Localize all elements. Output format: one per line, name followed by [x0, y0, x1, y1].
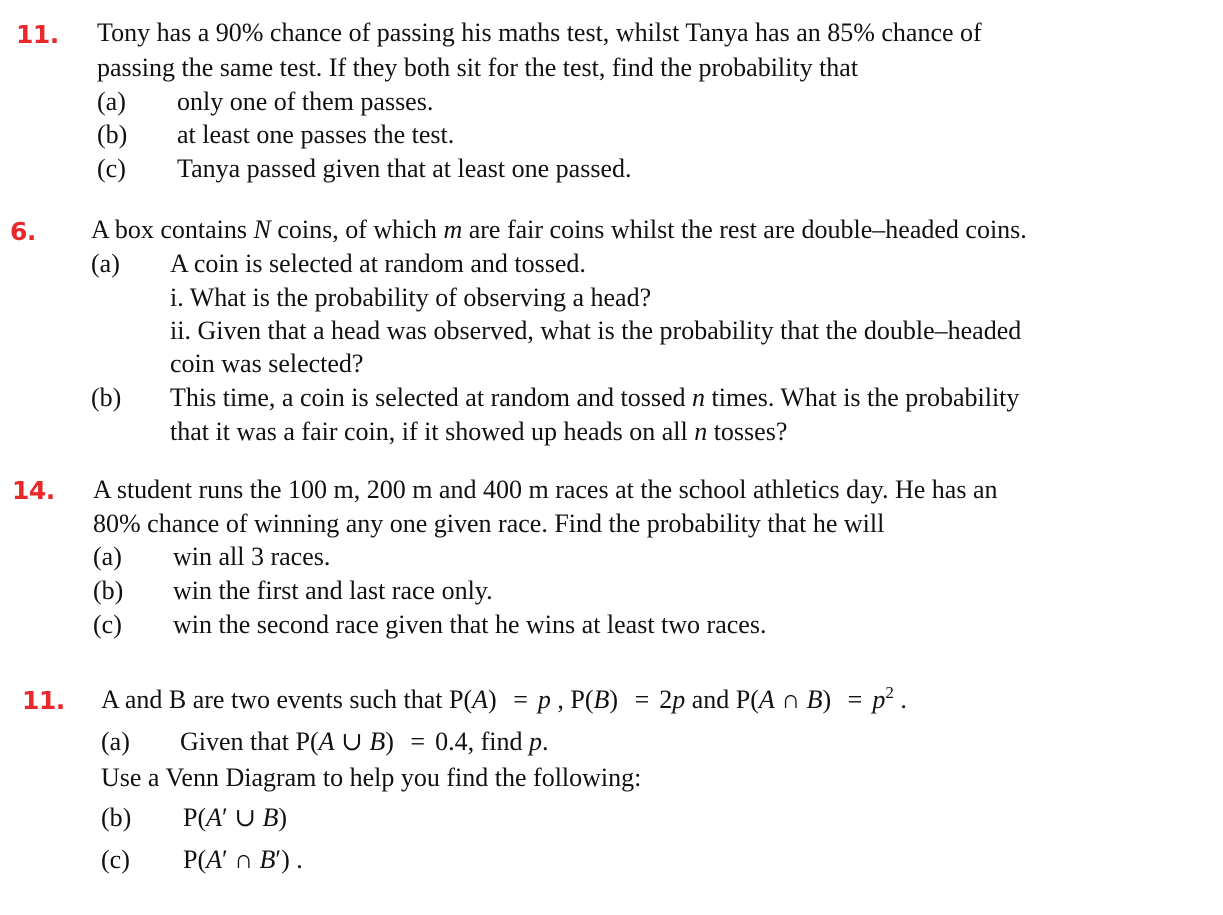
- part-label-c: (c): [101, 845, 130, 874]
- part-expression-c: [183, 843, 303, 877]
- event-B: B: [593, 685, 610, 714]
- variable-m: m: [443, 215, 463, 244]
- question-stem-line-2: 80% chance of winning any one given race. Find the probability that he will: [93, 509, 885, 538]
- part-label-b: (b): [93, 576, 124, 605]
- equals-sign: =: [410, 727, 426, 756]
- paren: ): [609, 685, 619, 714]
- question-stem-line-1: A student runs the 100 m, 200 m and 400 m races at the school athletics day. He has an: [93, 475, 998, 504]
- question-stem: [91, 213, 1027, 247]
- part-text-a: [180, 725, 548, 759]
- period: .: [296, 845, 303, 874]
- part-label-c: (c): [93, 610, 122, 639]
- period: .: [541, 727, 549, 756]
- stem-text: P(: [570, 685, 594, 714]
- event-A: A: [318, 727, 335, 756]
- period: .: [900, 685, 907, 714]
- question-stem-line-2: passing the same test. If they both sit for the test, find the probability that: [97, 53, 859, 82]
- part-text-b-line-2: [170, 415, 787, 449]
- exponent: 2: [885, 683, 894, 702]
- union-symbol: ∪: [341, 727, 363, 756]
- part-text: times. What is the probability: [711, 383, 1020, 412]
- paren: ): [281, 845, 290, 874]
- event-B: B: [806, 685, 823, 714]
- event-B: B: [262, 803, 279, 832]
- part-label-b: (b): [91, 383, 122, 412]
- part-text-a: win all 3 races.: [173, 542, 331, 571]
- subpart-ii-line-1: ii. Given that a head was observed, what is the probability that the double–headed: [170, 316, 1022, 345]
- part-text-c: win the second race given that he wins at least two races.: [173, 610, 767, 639]
- paren: ): [278, 803, 288, 832]
- variable-p: p: [872, 685, 886, 714]
- part-text: Given that P(: [180, 727, 319, 756]
- prime: ′: [222, 845, 228, 874]
- prime: ′: [222, 803, 228, 832]
- variable-p: p: [528, 727, 542, 756]
- p-open: P(: [183, 845, 207, 874]
- comma: ,: [557, 685, 564, 714]
- stem-text: coins, of which: [277, 215, 437, 244]
- part-label-a: (a): [101, 727, 130, 756]
- variable-n: n: [694, 417, 708, 446]
- event-A: A: [206, 845, 223, 874]
- part-label-a: (a): [91, 249, 120, 278]
- part-label-b: (b): [101, 803, 132, 832]
- union-symbol: ∪: [234, 803, 256, 832]
- part-text-a: only one of them passes.: [177, 87, 434, 116]
- part-text-b: at least one passes the test.: [177, 120, 455, 149]
- question-number: 6.: [10, 217, 36, 246]
- part-expression-b: [183, 801, 287, 835]
- part-text-a: A coin is selected at random and tossed.: [170, 249, 586, 278]
- coefficient: 2: [659, 685, 673, 714]
- p-open: P(: [183, 803, 207, 832]
- part-text-b-line-1: [170, 381, 1019, 415]
- part-text: This time, a coin is selected at random and tossed: [170, 383, 686, 412]
- part-label-b: (b): [97, 120, 128, 149]
- event-A: A: [472, 685, 489, 714]
- value: 0.4: [435, 727, 468, 756]
- part-text: , find: [467, 727, 523, 756]
- stem-text: A box contains: [91, 215, 247, 244]
- stem-text: are fair coins whilst the rest are double–headed coins.: [468, 215, 1027, 244]
- paren: ): [822, 685, 832, 714]
- part-text: tosses?: [713, 417, 788, 446]
- intersection-symbol: ∩: [234, 845, 253, 874]
- question-stem-line-1: Tony has a 90% chance of passing his maths test, whilst Tanya has an 85% chance of: [97, 18, 982, 47]
- stem-text: A and B are two events such that P(: [101, 685, 473, 714]
- intersection-symbol: ∩: [781, 685, 801, 714]
- variable-p: p: [537, 685, 551, 714]
- venn-instruction: Use a Venn Diagram to help you find the following:: [101, 763, 642, 792]
- event-A: A: [206, 803, 223, 832]
- question-number: 11.: [16, 20, 59, 49]
- subpart-i: i. What is the probability of observing a head?: [170, 283, 652, 312]
- event-B: B: [259, 845, 276, 874]
- equals-sign: =: [513, 685, 528, 714]
- part-label-c: (c): [97, 154, 126, 183]
- equals-sign: =: [634, 685, 650, 714]
- part-text-b: win the first and last race only.: [173, 576, 493, 605]
- event-A: A: [758, 685, 775, 714]
- variable-n: n: [692, 383, 706, 412]
- question-number: 11.: [22, 686, 65, 715]
- part-text-c: Tanya passed given that at least one passed.: [177, 154, 632, 183]
- part-label-a: (a): [93, 542, 122, 571]
- subpart-ii-line-2: coin was selected?: [170, 349, 364, 378]
- prime: ′: [275, 845, 282, 874]
- stem-text: and P(: [691, 685, 759, 714]
- paren: ): [385, 727, 394, 756]
- variable-p: p: [672, 685, 686, 714]
- variable-N: N: [253, 215, 271, 244]
- equals-sign: =: [847, 685, 863, 714]
- paren: ): [488, 685, 497, 714]
- part-text: that it was a fair coin, if it showed up heads on all: [170, 417, 688, 446]
- event-B: B: [369, 727, 386, 756]
- question-number: 14.: [12, 476, 55, 505]
- question-stem: [101, 683, 907, 717]
- part-label-a: (a): [97, 87, 126, 116]
